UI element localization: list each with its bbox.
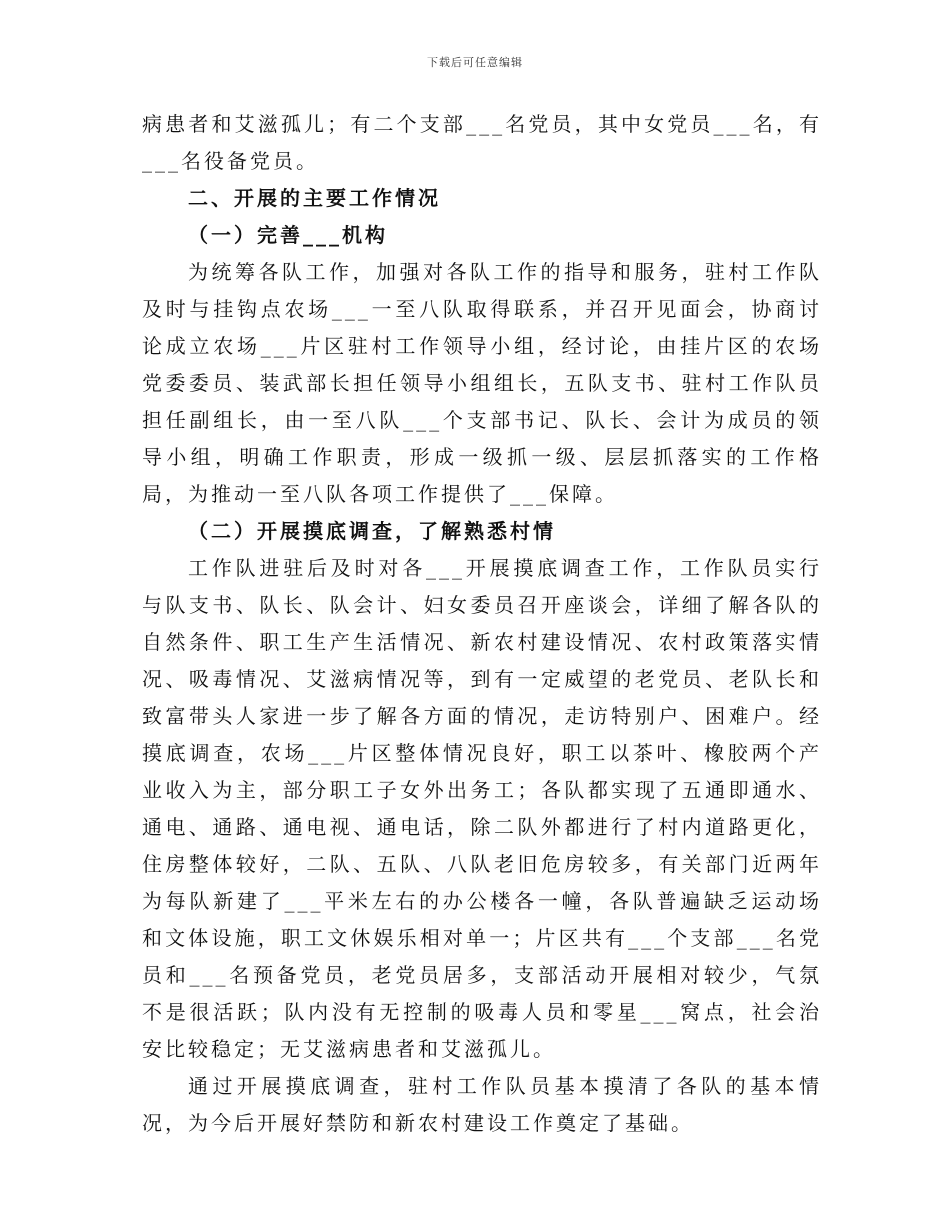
paragraph-organization: 为统筹各队工作，加强对各队工作的指导和服务，驻村工作队及时与挂钩点农场___一至八队取得联系，并召开见面会，协商讨论成立农场___片区驻村工作领导小组，经讨论，由挂片区的农场党委委员、装武部长担任领导小组组长，五队支书、驻村工作队员担任副组长，由一至八队___个支部书记、队长、会计为成员的领导小组，明确工作职责，形成一级抓一级、层层抓落实的工作格局，为推动一至八队各项工作提供了___保障。: [142, 260, 822, 506]
paragraph-survey: 工作队进驻后及时对各___开展摸底调查工作，工作队员实行与队支书、队长、队会计、妇女委员召开座谈会，详细了解各队的自然条件、职工生产生活情况、新农村建设情况、农村政策落实情况、吸毒情况、艾滋病情况等，到有一定威望的老党员、老队长和致富带头人家进一步了解各方面的情况，走访特别户、困难户。经摸底调查，农场___片区整体情况良好，职工以茶叶、橡胶两个产业收入为主，部分职工子女外出务工；各队都实现了五通即通水、通电、通路、通电视、通电话，除二队外都进行了村内道路更化，住房整体较好，二队、五队、八队老旧危房较多，有关部门近两年为每队新建了___平米左右的办公楼各一幢，各队普遍缺乏运动场和文体设施，职工文休娱乐相对单一；片区共有___个支部___名党员和___名预备党员，老党员居多，支部活动开展相对较少，气氛不是很活跃；队内没有无控制的吸毒人员和零星___窝点，社会治安比较稳定；无艾滋病患者和艾滋孤儿。: [142, 556, 822, 1061]
subsection-heading-survey: （二）开展摸底调查，了解熟悉村情: [188, 519, 556, 543]
document-body: [142, 106, 822, 1142]
paragraph-continuation: 病患者和艾滋孤儿；有二个支部___名党员，其中女党员___名，有___名役备党员。: [142, 112, 822, 173]
paragraph-conclusion: 通过开展摸底调查，驻村工作队员基本摸清了各队的基本情况，为今后开展好禁防和新农村建设工作奠定了基础。: [142, 1074, 822, 1135]
section-heading-main-work: 二、开展的主要工作情况: [188, 186, 441, 210]
subsection-heading-organization: （一）完善___机构: [188, 223, 388, 247]
page-header: 下载后可任意编辑: [427, 56, 523, 69]
